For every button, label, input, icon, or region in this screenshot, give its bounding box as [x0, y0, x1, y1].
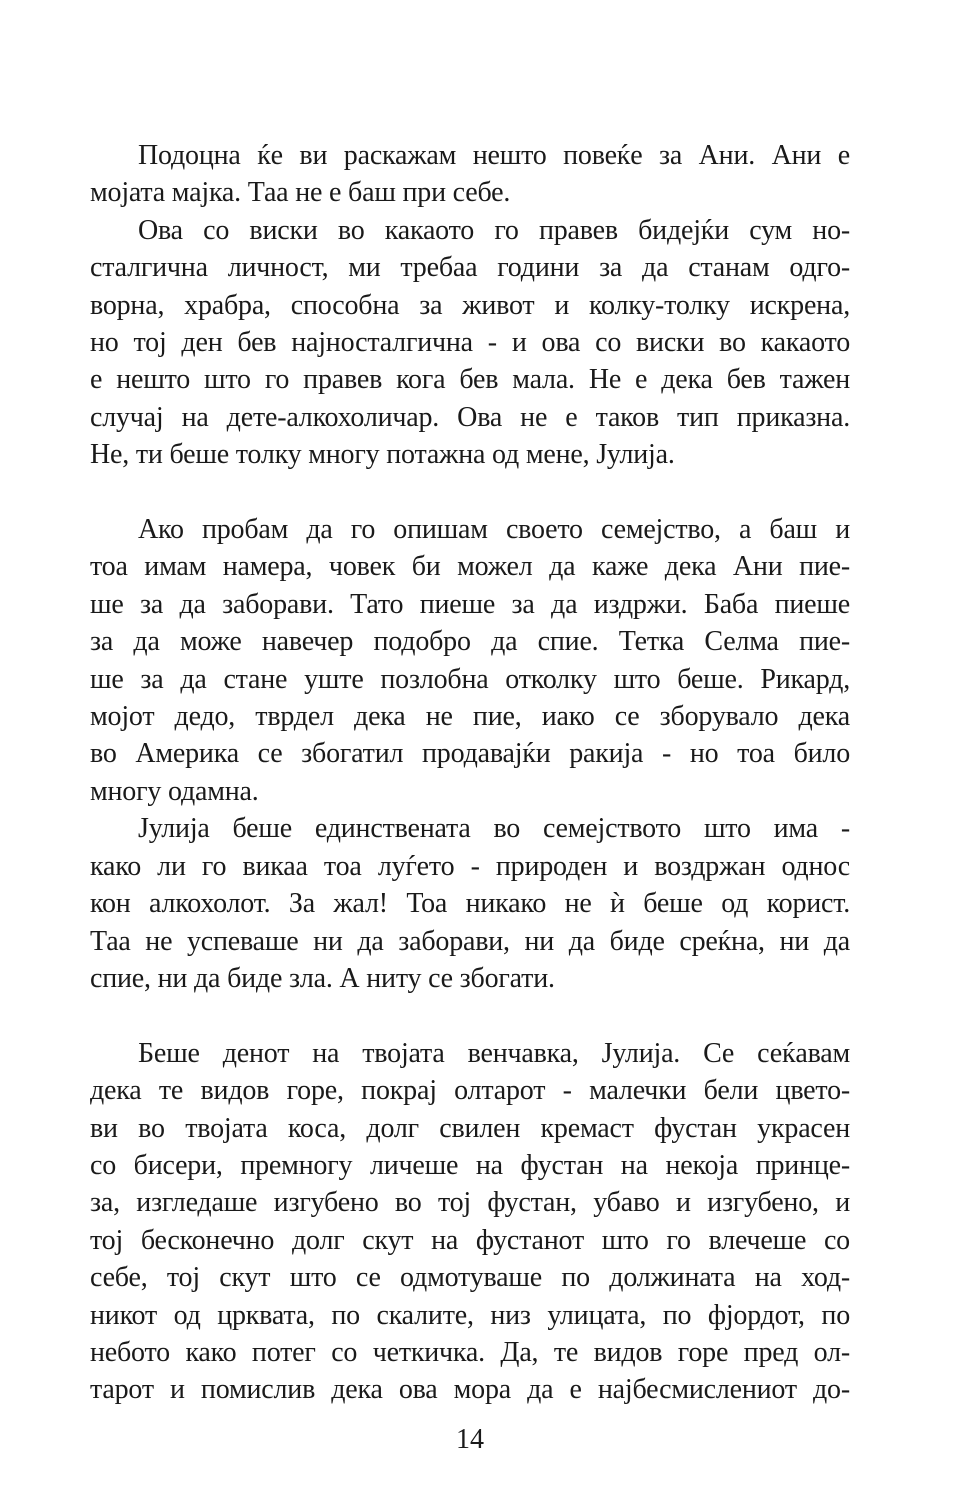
paragraph	[90, 1035, 850, 1409]
text-line: Подоцна ќе ви раскажам нешто повеќе за Ани. Ани е	[138, 140, 850, 171]
text-line: Јулија беше единствената во семејството што има -	[138, 813, 850, 845]
text-line: ше за да стане уште позлобна отколку што беше. Рикард,	[90, 663, 850, 695]
text-line: но тој ден бев најносталгична - и ова со виски во какаото	[90, 327, 850, 359]
text-line: ше за да заборави. Тато пиеше за да издржи. Баба пиеше	[90, 588, 850, 620]
text-line: Ова со виски во какаото го правев бидејќи сум но-	[138, 214, 850, 246]
text-line: е нешто што го правев кога бев мала. Не е дека бев тажен	[90, 364, 850, 396]
paragraph	[90, 511, 850, 810]
text-line: за да може навечер подобро да спие. Тетка Селма пие-	[90, 626, 850, 658]
text-line: Таа не успеваше ни да заборави, ни да биде среќна, ни да	[90, 925, 850, 957]
text-line: ви во твојата коса, долг свилен кремаст фустан украсен	[90, 1112, 850, 1144]
text-line: дека те видов горе, покрај олтарот - малечки бели цвето-	[90, 1075, 850, 1107]
text-line: себе, тој скут што се одмотуваше по должината на ход-	[90, 1262, 850, 1294]
page-number: 14	[456, 1424, 484, 1455]
text-line: мојот дедо, тврдел дека не пие, иако се зборувало дека	[90, 701, 850, 733]
text-line: Не, ти беше толку многу потажна од мене, Јулија.	[90, 439, 675, 471]
text-line: многу одамна.	[90, 775, 259, 807]
text-line: тој бесконечно долг скут на фустанот што го влечеше со	[90, 1224, 850, 1256]
text-line: тарот и помислив дека ова мора да е најбесмислениот до-	[90, 1374, 850, 1406]
text-block	[90, 137, 850, 1409]
text-line: тоа имам намера, човек би можел да каже дека Ани пие-	[90, 551, 850, 583]
paragraph	[90, 137, 850, 212]
text-line: небото како потег со четкичка. Да, те видов горе пред ол-	[90, 1336, 850, 1368]
text-line: со бисери, премногу личеше на фустан на некоја принце-	[90, 1149, 850, 1181]
text-line: во Америка се збогатил продавајќи ракија - но тоа било	[90, 738, 850, 770]
text-line: ворна, храбра, способна за живот и колку-толку искрена,	[90, 289, 850, 321]
text-line: случај на дете-алкохоличар. Ова не е таков тип приказна.	[90, 401, 850, 433]
text-line: мојата мајка. Таа не е баш при себе.	[90, 177, 511, 209]
text-line: Ако пробам да го опишам своето семејство, а баш и	[138, 514, 850, 546]
text-line: сталгична личност, ми требаа години за да станам одго-	[90, 252, 850, 284]
text-line: како ли го викаа тоа луѓето - природен и воздржан однос	[90, 850, 850, 882]
paragraph	[90, 212, 850, 474]
text-line: спие, ни да биде зла. А ниту се збогати.	[90, 962, 555, 994]
text-line: за, изгледаше изгубено во тој фустан, убаво и изгубено, и	[90, 1187, 850, 1219]
text-line: кон алкохолот. За жал! Тоа никако не ѝ беше од корист.	[90, 888, 850, 920]
text-line: Беше денот на твојата венчавка, Јулија. Се сеќавам	[138, 1037, 850, 1069]
paragraph	[90, 810, 850, 997]
text-line: никот од црквата, по скалите, низ улицата, по фјордот, по	[90, 1299, 850, 1331]
